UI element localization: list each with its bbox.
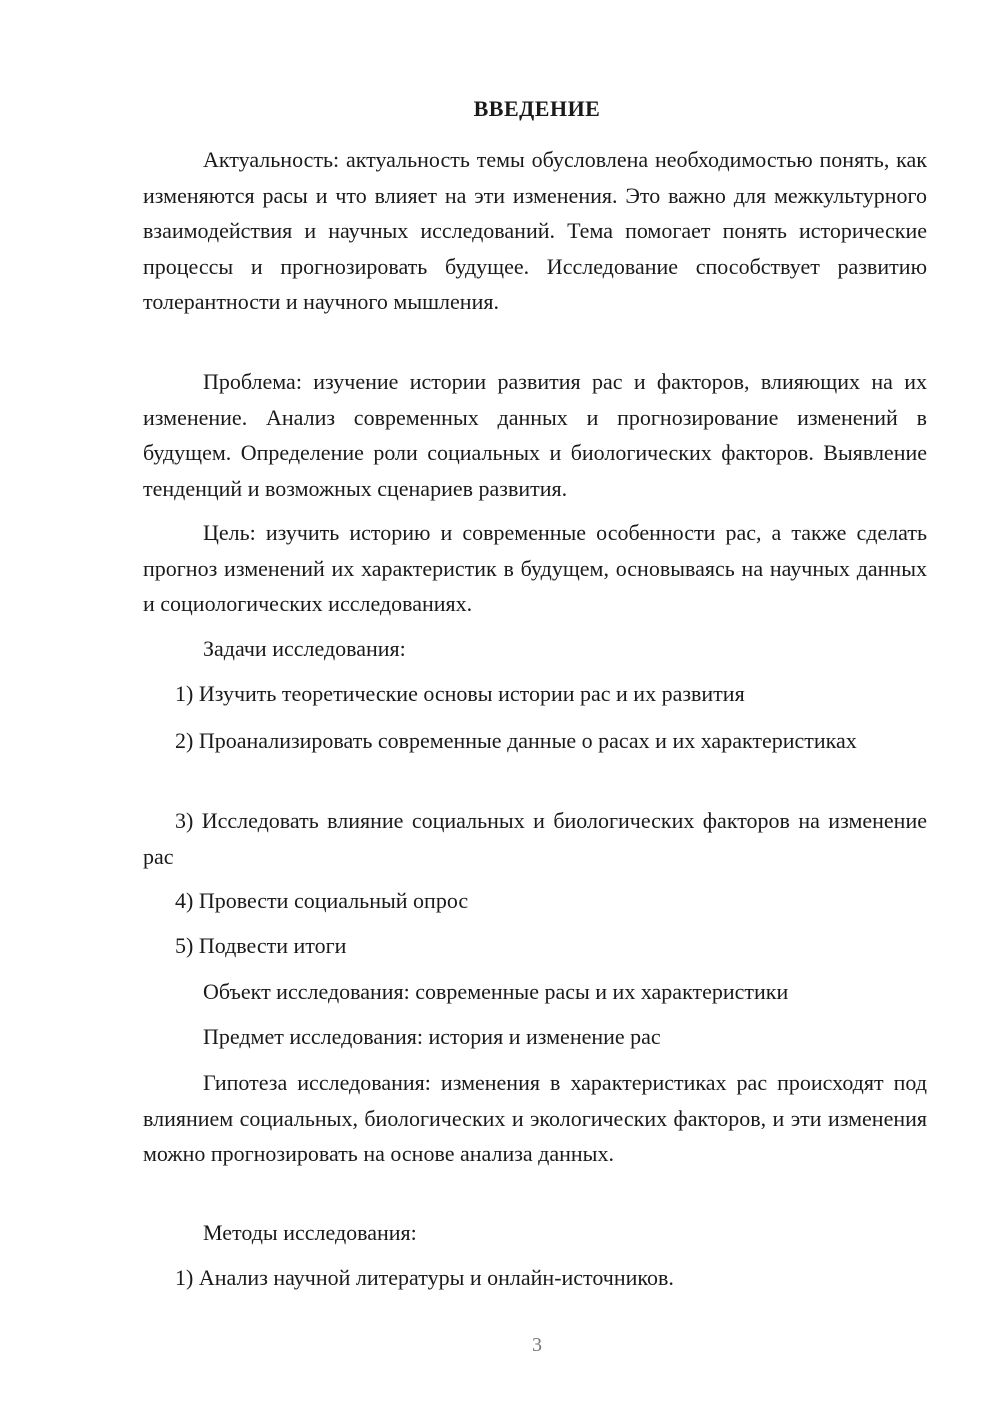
problem-paragraph: Проблема: изучение истории развития рас и факторов, влияющих на их изменение. Анализ современных данных и прогнозирование изменений в будущем. Определение роли социальных и биологических факторов. Выявление тенденций и возможных сценариев развития.	[143, 369, 927, 501]
task-item-3: 3) Исследовать влияние социальных и биологических факторов на изменение рас	[143, 808, 927, 869]
section-heading: ВВЕДЕНИЕ	[473, 96, 601, 121]
task-item-2: 2) Проанализировать современные данные о расах и их характеристиках	[175, 728, 857, 753]
tasks-title: Задачи исследования:	[203, 636, 406, 661]
method-item-1: 1) Анализ научной литературы и онлайн-источников.	[175, 1265, 674, 1290]
hypothesis-paragraph: Гипотеза исследования: изменения в характеристиках рас происходят под влиянием социальных, биологических и экологических факторов, и эти изменения можно прогнозировать на основе анализа данных.	[143, 1070, 927, 1166]
task-item-1: 1) Изучить теоретические основы истории рас и их развития	[175, 681, 745, 706]
relevance-paragraph: Актуальность: актуальность темы обусловлена необходимостью понять, как изменяются расы и что влияет на эти изменения. Это важно для межкультурного взаимодействия и научных исследований. Тема помогает понять исторические процессы и прогнозировать будущее. Исследование способствует развитию толерантности и научного мышления.	[143, 147, 927, 314]
methods-title: Методы исследования:	[203, 1220, 417, 1245]
object-paragraph: Объект исследования: современные расы и их характеристики	[203, 979, 789, 1004]
subject-paragraph: Предмет исследования: история и изменение рас	[203, 1024, 661, 1049]
task-item-5: 5) Подвести итоги	[175, 933, 347, 958]
page-number: 3	[532, 1334, 542, 1356]
goal-paragraph: Цель: изучить историю и современные особенности рас, а также сделать прогноз изменений их характеристик в будущем, основываясь на научных данных и социологических исследованиях.	[143, 520, 927, 616]
task-item-4: 4) Провести социальный опрос	[175, 888, 469, 913]
